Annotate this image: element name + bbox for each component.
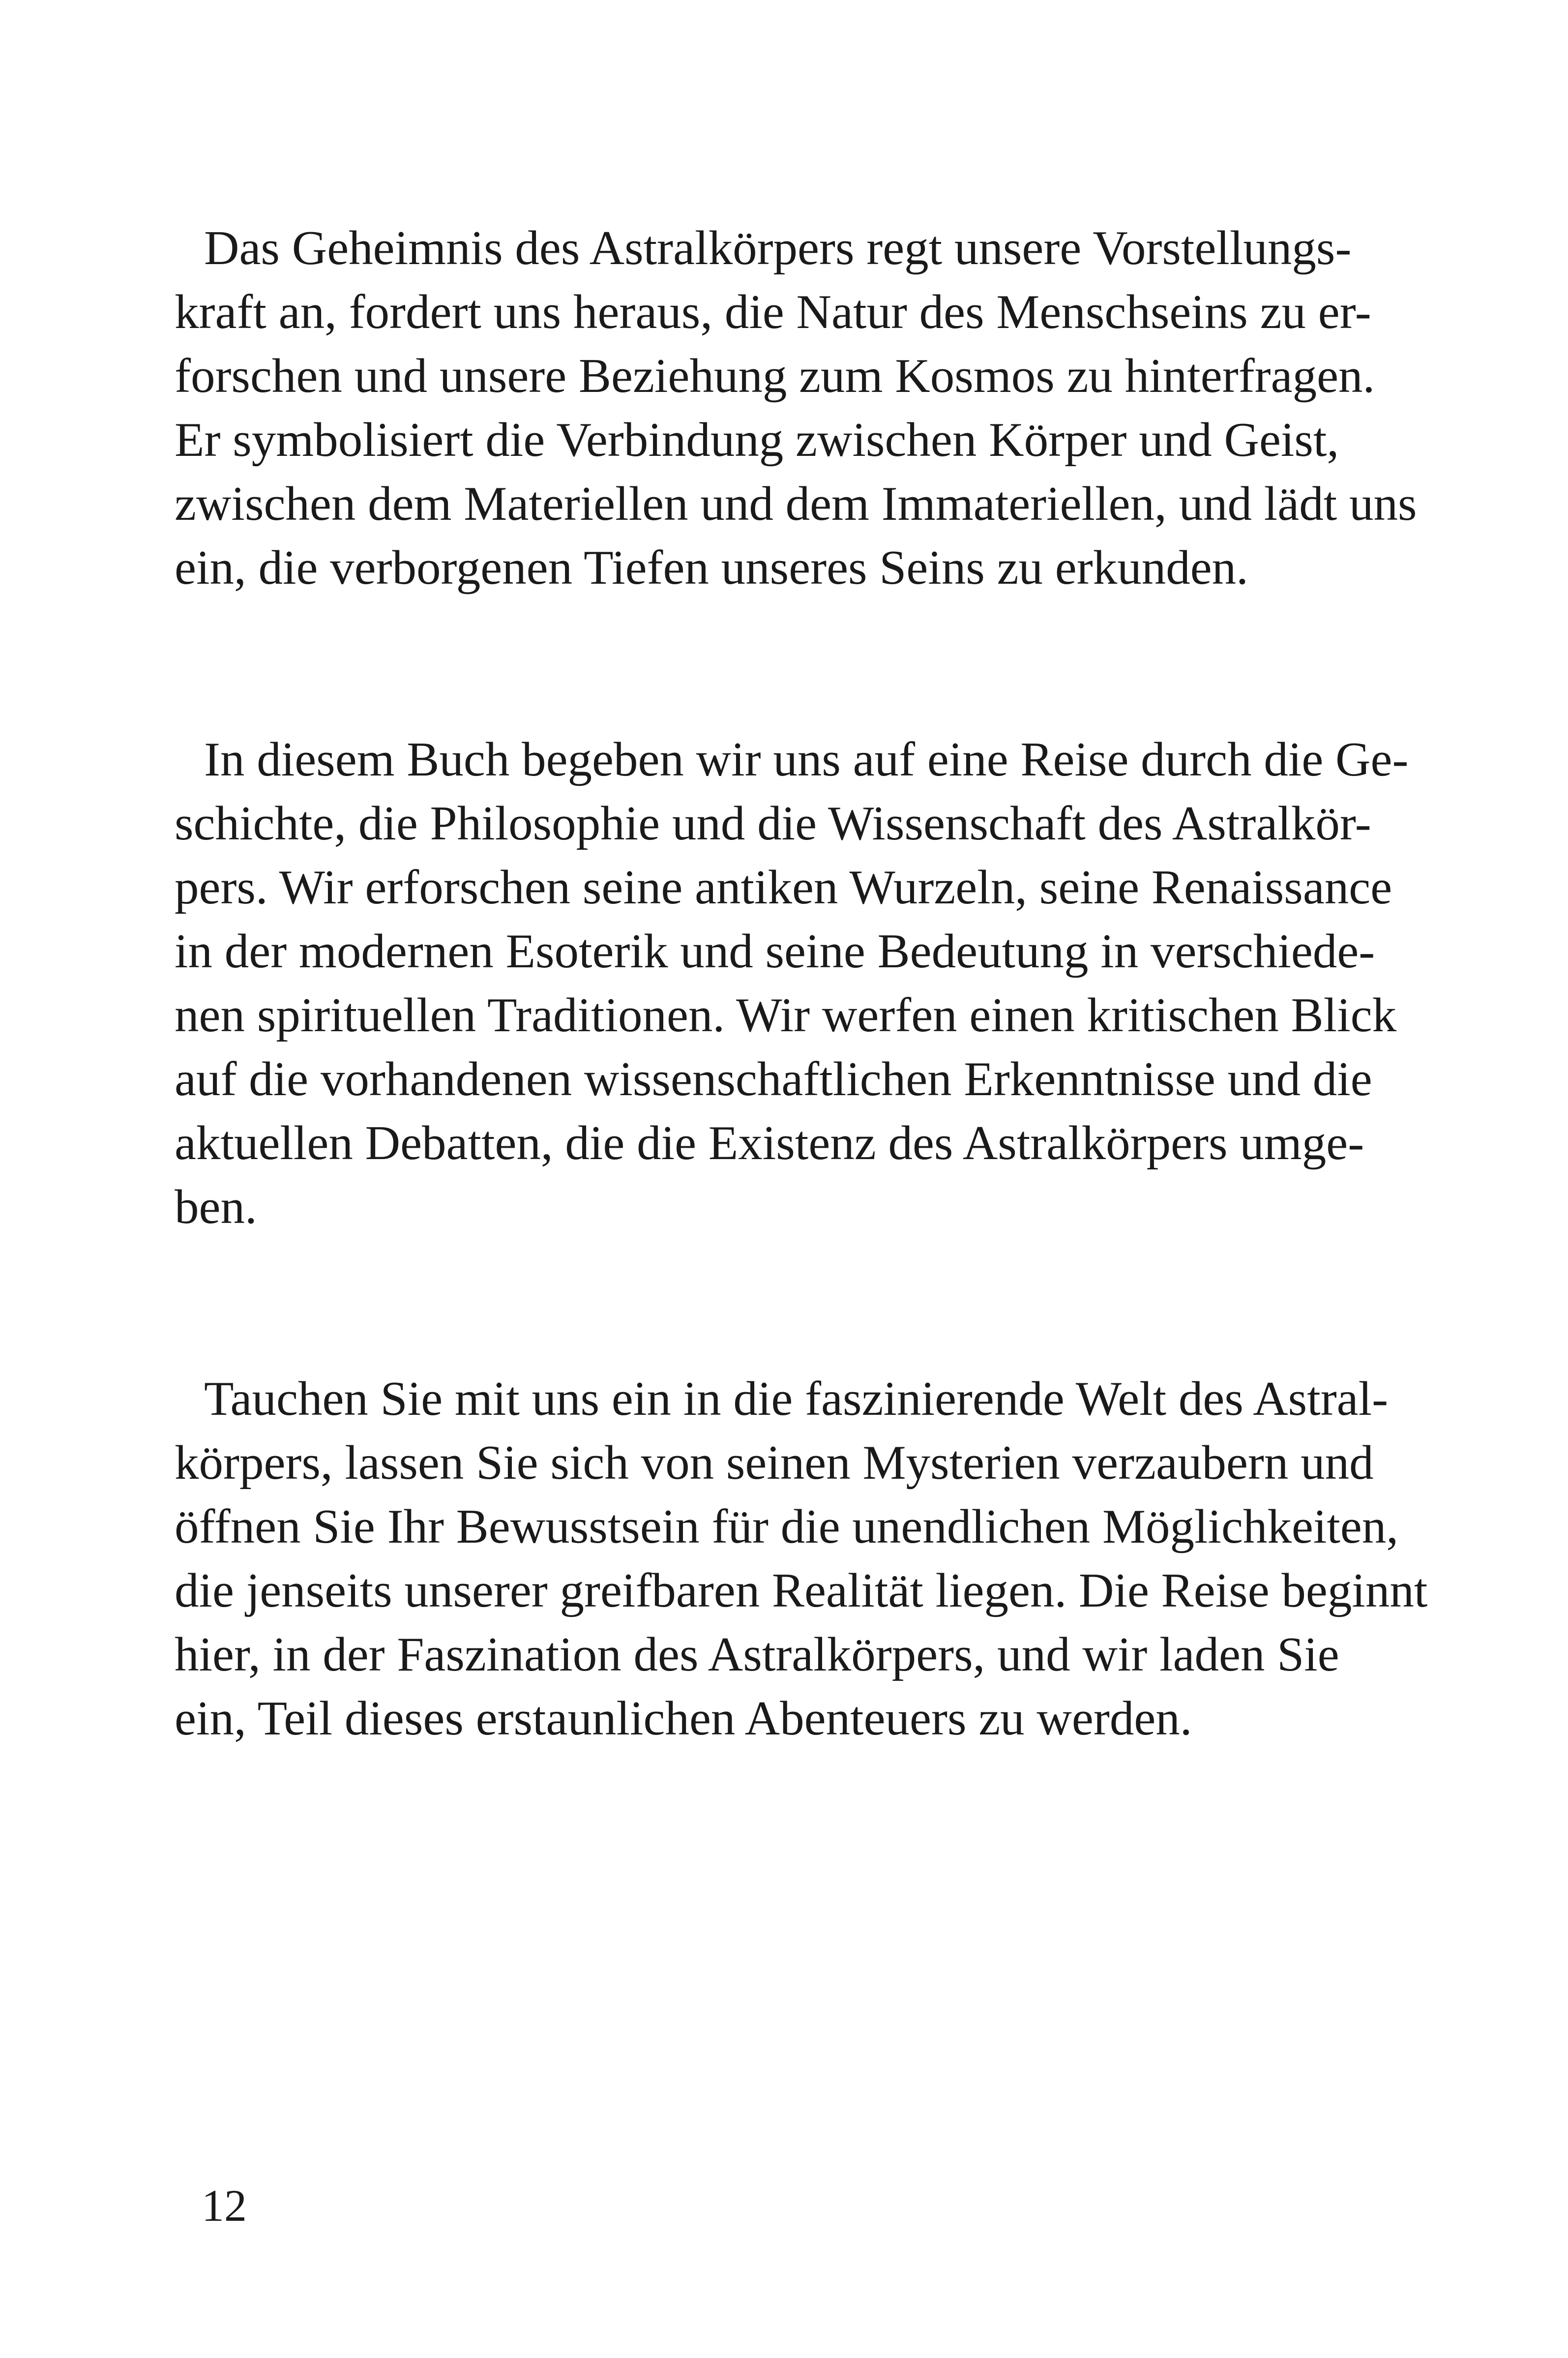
paragraph-3 xyxy=(175,1367,1428,1751)
text-line: ein, die verborgenen Tiefen unseres Seins zu erkunden. xyxy=(175,541,1248,595)
text-line: pers. Wir erforschen seine antiken Wurzeln, seine Renaissance xyxy=(175,861,1392,914)
text-line: ein, Teil dieses erstaunlichen Abenteuers zu werden. xyxy=(175,1692,1192,1745)
text-line: in der modernen Esoterik und seine Bedeutung in verschiede- xyxy=(175,925,1375,978)
text-line: öffnen Sie Ihr Bewusstsein für die unendlichen Möglichkeiten, xyxy=(175,1500,1399,1553)
text-line: zwischen dem Materiellen und dem Immateriellen, und lädt uns xyxy=(175,477,1417,531)
text-line: nen spirituellen Traditionen. Wir werfen einen kritischen Blick xyxy=(175,988,1397,1042)
text-line: schichte, die Philosophie und die Wissenschaft des Astralkör- xyxy=(175,797,1371,850)
text-line: aktuellen Debatten, die die Existenz des Astralkörpers umge- xyxy=(175,1116,1364,1170)
text-line: Er symbolisiert die Verbindung zwischen Körper und Geist, xyxy=(175,413,1339,467)
text-line: kraft an, fordert uns heraus, die Natur des Menschseins zu er- xyxy=(175,285,1371,339)
text-line: körpers, lassen Sie sich von seinen Mysterien verzaubern und xyxy=(175,1436,1374,1490)
page-number: 12 xyxy=(202,2180,247,2231)
text-line: die jenseits unserer greifbaren Realität liegen. Die Reise beginnt xyxy=(175,1564,1428,1617)
text-line: auf die vorhandenen wissenschaftlichen Erkenntnisse und die xyxy=(175,1052,1372,1106)
paragraph-1 xyxy=(175,216,1417,600)
body-text xyxy=(175,216,1428,1879)
text-line: ben. xyxy=(175,1180,257,1234)
text-line: hier, in der Faszination des Astralkörpers, und wir laden Sie xyxy=(175,1628,1339,1681)
text-line: Das Geheimnis des Astralkörpers regt unsere Vorstellungs- xyxy=(204,221,1352,275)
paragraph-2 xyxy=(175,728,1409,1239)
text-line: In diesem Buch begeben wir uns auf eine Reise durch die Ge- xyxy=(204,733,1409,786)
text-line: forschen und unsere Beziehung zum Kosmos zu hinterfragen. xyxy=(175,349,1375,403)
text-line: Tauchen Sie mit uns ein in die faszinierende Welt des Astral- xyxy=(204,1372,1389,1426)
